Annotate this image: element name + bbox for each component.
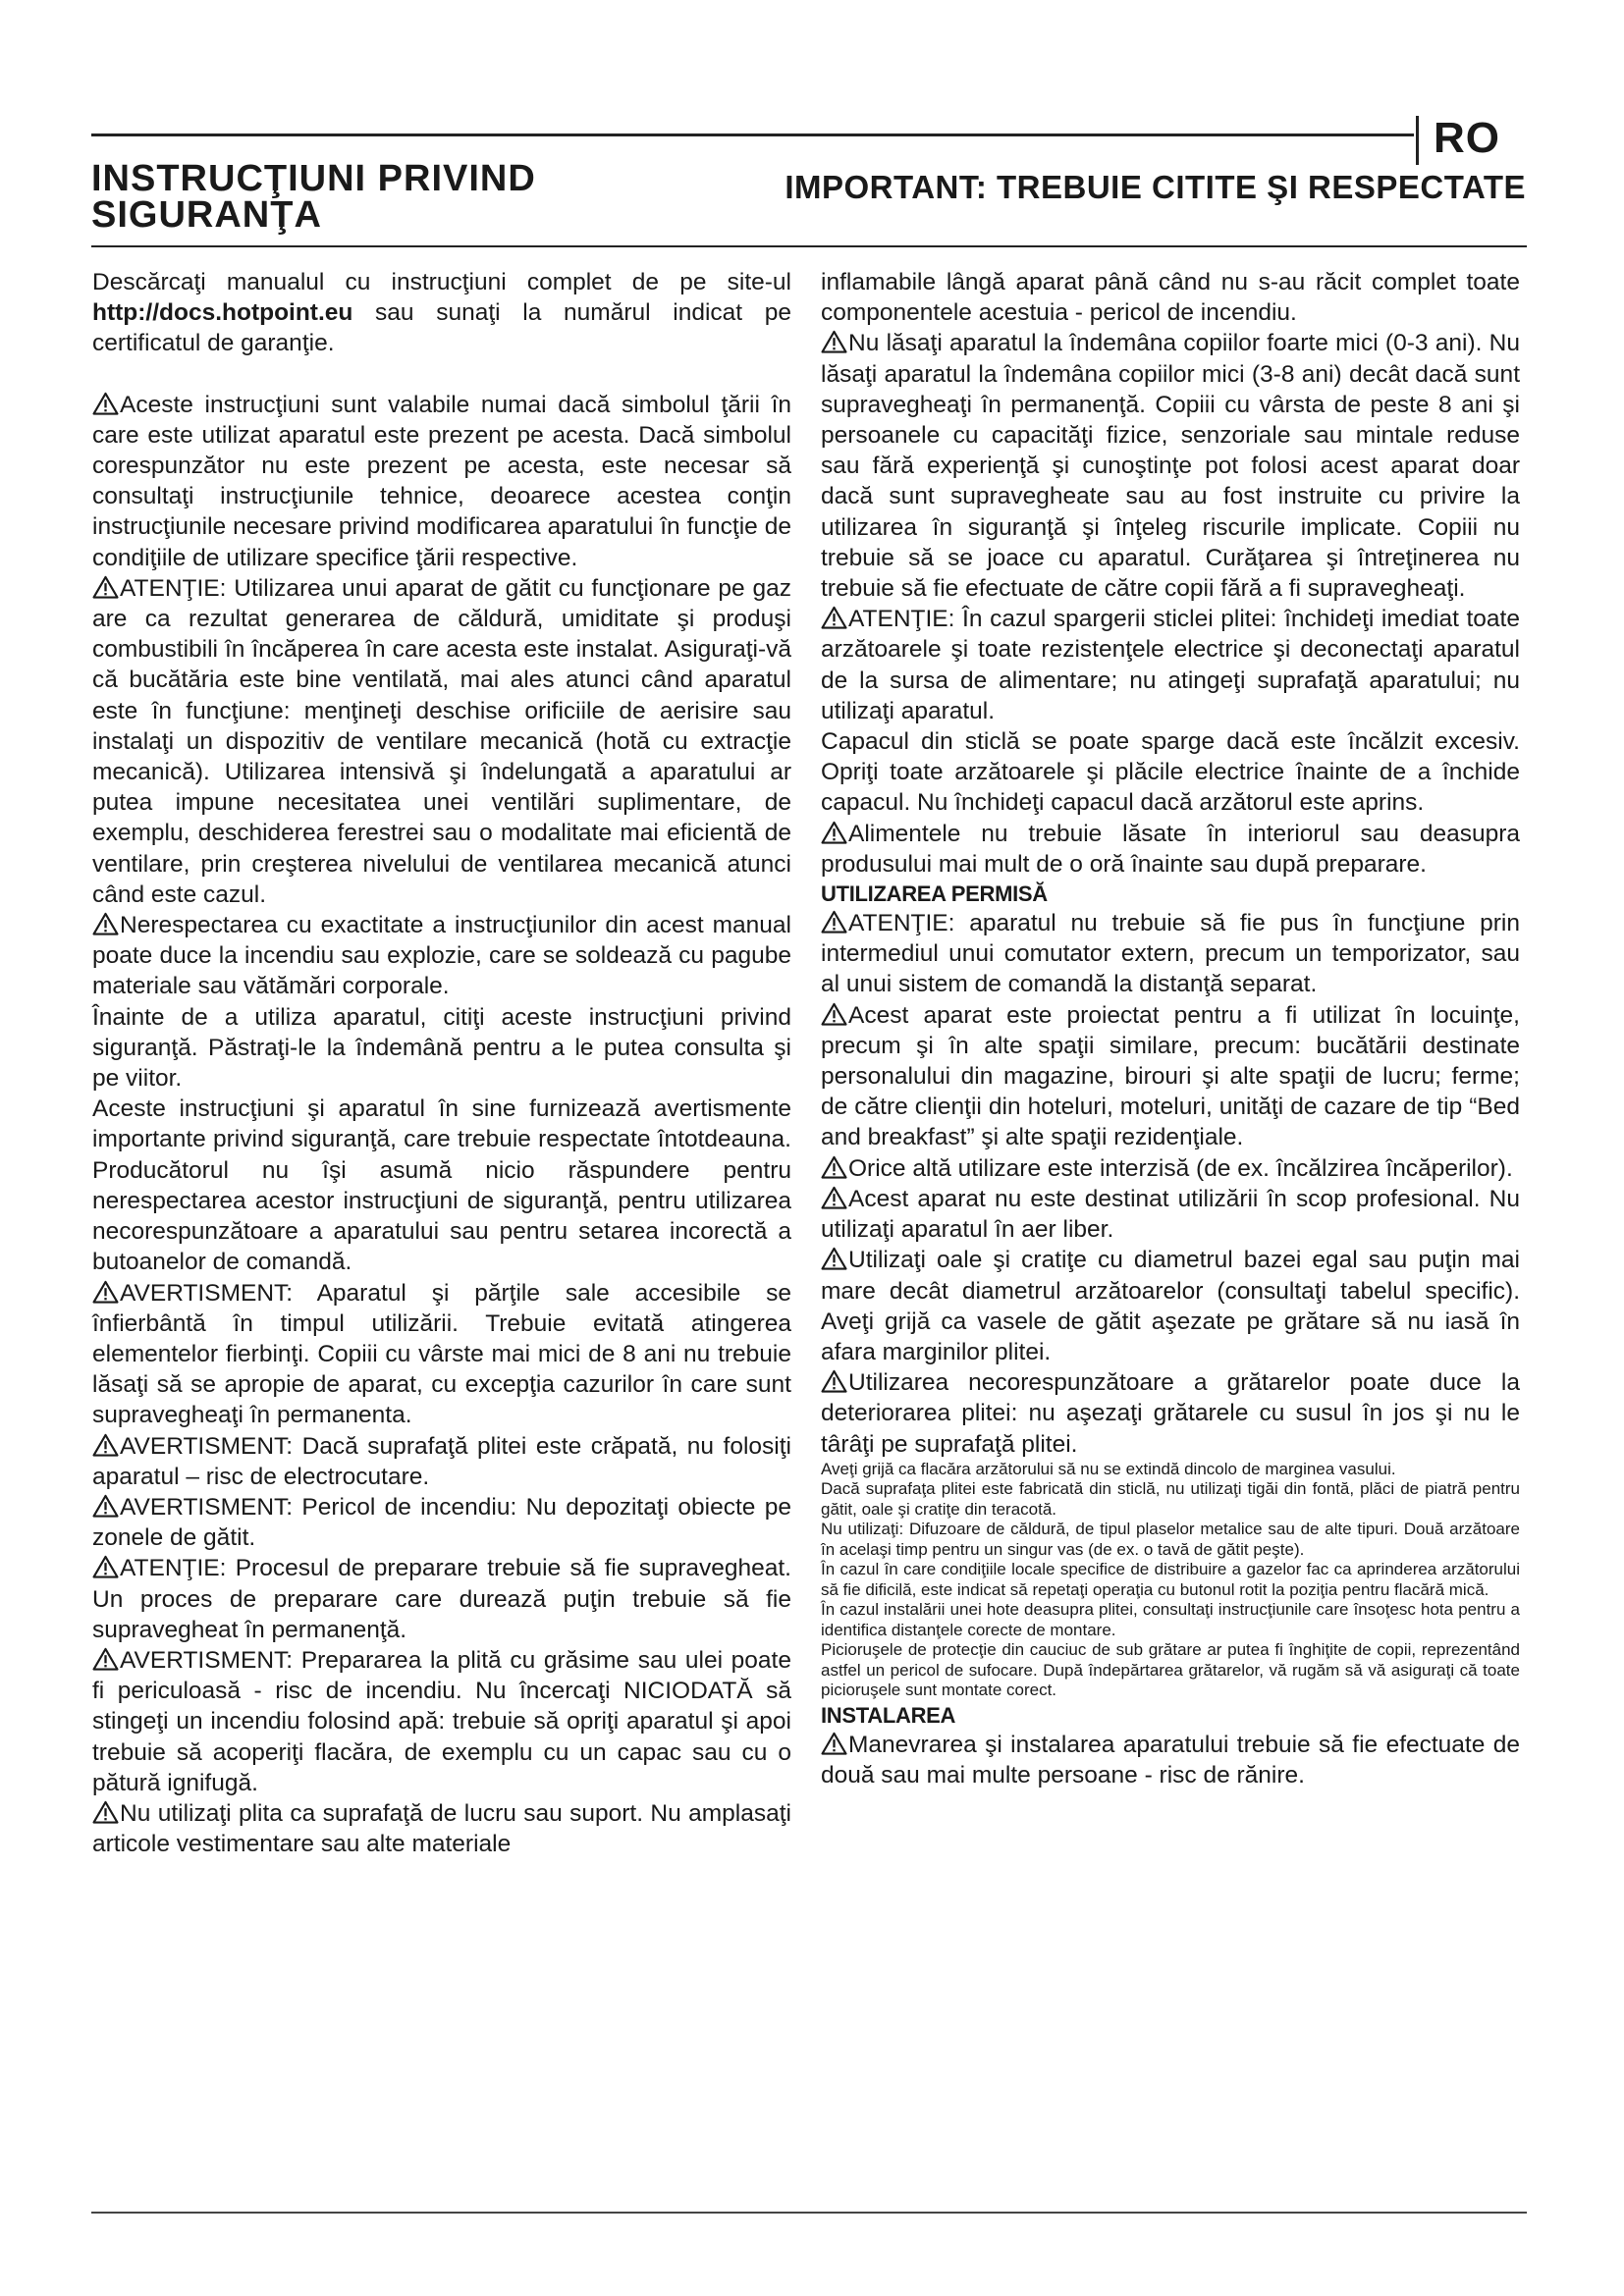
warning-paragraph: Utilizaţi oale şi cratiţe cu diametrul bazei egal sau puţin mai mare decât diametrul arzătoarelor (consultaţi tabelul specific). Aveţi grijă ca vasele de gătit aşezate pe grătare să nu iasă în afara marginilor plitei.	[821, 1247, 1520, 1365]
warning-paragraph: ATENŢIE: aparatul nu trebuie să fie pus în funcţiune prin intermediul unui comutator extern, precum un temporizator, sau al unui sistem de comandă la distanţă separat.	[821, 910, 1520, 998]
warning-paragraph: Orice altă utilizare este interzisă (de ex. încălzirea încăperilor).	[821, 1153, 1520, 1184]
warning-paragraph: AVERTISMENT: Aparatul şi părţile sale accesibile se înfierbântă în timpul utilizării. Trebuie evitată atingerea elementelor fierbinţi. Copiii cu vârste mai mici de 8 ani nu trebuie lăsaţi să se apropie de aparat, cu excepţia cazurilor în care sunt supravegheaţi în permanenta.	[92, 1279, 791, 1429]
section-heading-installation: INSTALAREA	[821, 1702, 956, 1728]
warning-icon	[92, 1494, 119, 1518]
warning-paragraph: ATENŢIE: În cazul spargerii sticlei plitei: închideţi imediat toate arzătoarele şi toate rezistenţele electrice şi deconectaţi aparatul de la sursa de alimentare; nu atingeţi suprafaţă aparatului; nu utilizaţi aparatul.	[821, 606, 1520, 724]
intro-paragraph: Descărcaţi manualul cu instrucţiuni complet de pe site-ul http://docs.hotpoint.eu sau sunaţi la numărul indicat pe certificatul de garanţie.	[92, 269, 791, 357]
warning-paragraph: ATENŢIE: Utilizarea unui aparat de gătit cu funcţionare pe gaz are ca rezultat generarea de căldură, umiditate şi produşi combustibili în încăperea în care acesta este instalat. Asiguraţi-vă că bucătăria este bine ventilată, mai ales atunci când aparatul este în funcţiune: menţineţi deschise orificiile de aerisire sau instalaţi un dispozitiv de ventilare mecanică (hotă cu extracţie mecanică). Utilizarea intensivă şi îndelungată a aparatului ar putea impune necesitatea unei ventilări suplimentare, de exemplu, deschiderea ferestrei sau o modalitate mai eficientă de ventilare, prin creşterea nivelului de ventilarea mecanică atunci când este cazul.	[92, 574, 791, 908]
page-title	[91, 158, 779, 236]
warning-paragraph: Acest aparat este proiectat pentru a fi utilizat în locuinţe, precum şi în alte spaţii similare, precum: bucătării destinate personalului din magazine, birouri şi alte spaţii de lucru; ferme; de către clienţii din hoteluri, moteluri, unităţi de cazare de tip “Bed and breakfast” şi alte spaţii rezidenţiale.	[821, 1001, 1520, 1151]
warning-icon	[821, 1002, 847, 1026]
page-subtitle: IMPORTANT: TREBUIE CITITE ŞI RESPECTATE	[785, 169, 1526, 205]
left-column	[92, 267, 791, 1859]
warning-icon	[821, 1732, 847, 1755]
body-paragraph: inflamabile lângă aparat până când nu s-au răcit complet toate componentele acestuia - pericol de incendiu.	[821, 269, 1520, 327]
warning-icon	[92, 912, 119, 935]
body-paragraph: Capacul din sticlă se poate sparge dacă este încălzit excesiv. Opriţi toate arzătoarele şi plăcile electrice înainte de a închide capacul. Nu închideţi capacul dacă arzătorul este aprins.	[821, 728, 1520, 817]
warning-paragraph: Nerespectarea cu exactitate a instrucţiunilor din acest manual poate duce la incendiu sau explozie, care se soldează cu pagube materiale sau vătămări corporale.	[92, 912, 791, 1000]
warning-icon	[92, 1280, 119, 1304]
warning-icon	[821, 1247, 847, 1270]
right-column	[821, 267, 1520, 1790]
warning-icon	[92, 392, 119, 415]
warning-icon	[92, 1555, 119, 1578]
warning-paragraph: Aceste instrucţiuni sunt valabile numai dacă simbolul ţării în care este utilizat aparatul este prezent pe acesta. Dacă simbolul corespunzător nu este prezent pe acesta, este necesar să consultaţi instrucţiunile tehnice, deoarece acestea conţin instrucţiunile necesare privind modificarea aparatului în funcţie de condiţiile de utilizare specifice ţării respective.	[92, 391, 791, 571]
warning-icon	[821, 910, 847, 934]
warning-paragraph: Alimentele nu trebuie lăsate în interiorul sau deasupra produsului mai mult de o oră înainte sau după preparare.	[821, 820, 1520, 878]
small-note: Nu utilizaţi: Difuzoare de căldură, de tipul plaselor metalice sau de alte tipuri. Două arzătoare în acelaşi timp pentru un singur vas (de ex. o tavă de gătit peşte).	[821, 1520, 1520, 1559]
small-note: În cazul instalării unei hote deasupra plitei, consultaţi instrucţiunile care însoţesc hota pentru a identifica distanţele corecte de montare.	[821, 1600, 1520, 1639]
small-note: Aveţi grijă ca flacăra arzătorului să nu se extindă dincolo de marginea vasului.	[821, 1459, 1396, 1478]
warning-icon	[821, 1155, 847, 1179]
language-divider	[1416, 116, 1419, 165]
warning-icon	[821, 330, 847, 353]
warning-paragraph: Nu utilizaţi plita ca suprafaţă de lucru sau suport. Nu amplasaţi articole vestimentare sau alte materiale	[92, 1799, 791, 1858]
header-rule	[91, 245, 1527, 247]
warning-paragraph: Acest aparat nu este destinat utilizării în scop profesional. Nu utilizaţi aparatul în aer liber.	[821, 1185, 1520, 1244]
warning-paragraph: ATENŢIE: Procesul de preparare trebuie să fie supravegheat. Un proces de preparare care durează puţin trebuie să fie supravegheat în permanenţă.	[92, 1555, 791, 1643]
warning-icon	[821, 821, 847, 844]
small-print-notes	[821, 1460, 1520, 1701]
body-paragraph: Aceste instrucţiuni şi aparatul în sine furnizează avertismente importante privind siguranţă, care trebuie respectate întotdeauna. Producătorul nu îşi asumă nicio răspundere pentru nerespectarea acestor instrucţiuni de siguranţă, pentru utilizarea necorespunzătoare a aparatului sau pentru setarea incorectă a butoanelor de comandă.	[92, 1095, 791, 1276]
warning-paragraph: Nu lăsaţi aparatul la îndemâna copiilor foarte mici (0-3 ani). Nu lăsaţi aparatul la îndemâna copiilor mici (3-8 ani) decât dacă sunt supravegheaţi în permanenţă. Copiii cu vârsta de peste 8 ani şi persoanele cu capacităţi fizice, senzoriale sau mintale reduse sau fără experienţă şi cunoştinţe pot folosi acest aparat doar dacă sunt supravegheate sau au fost instruite cu privire la utilizarea în siguranţă şi înţeleg riscurile implicate. Copiii nu trebuie să se joace cu aparatul. Curăţarea şi întreţinerea nu trebuie să fie efectuate de către copii fără a fi supravegheaţi.	[821, 330, 1520, 603]
top-rule	[91, 133, 1414, 136]
small-note: Dacă suprafaţa plitei este fabricată din sticlă, nu utilizaţi tigăi din fontă, plăci de piatră pentru gătit, oale şi cratiţe din teracotă.	[821, 1479, 1520, 1519]
warning-icon	[92, 1433, 119, 1457]
footer-rule	[91, 2212, 1527, 2214]
warning-icon	[821, 1186, 847, 1209]
warning-paragraph: AVERTISMENT: Dacă suprafaţă plitei este crăpată, nu folosiţi aparatul – risc de electrocutare.	[92, 1432, 791, 1490]
warning-paragraph: AVERTISMENT: Pericol de incendiu: Nu depozitaţi obiecte pe zonele de gătit.	[92, 1493, 791, 1552]
warning-paragraph: AVERTISMENT: Prepararea la plită cu grăsime sau ulei poate fi periculoasă - risc de incendiu. Nu încercaţi NICIODATĂ să stingeţi un incendiu folosind apă: trebuie să opriţi aparatul şi apoi trebuie să acoperiţi flacăra, de exemplu cu un capac sau cu o pătură ignifugă.	[92, 1646, 791, 1796]
language-code: RO	[1434, 114, 1500, 162]
warning-icon	[92, 1647, 119, 1671]
small-note: Picioruşele de protecţie din cauciuc de sub grătare ar putea fi înghiţite de copii, reprezentând astfel un pericol de sufocare. După îndepărtarea grătarelor, vă rugăm să vă asiguraţi că toate picioruşele sunt montate corect.	[821, 1640, 1520, 1700]
warning-icon	[821, 606, 847, 629]
page-title-line1: INSTRUCŢIUNI PRIVIND	[91, 158, 536, 199]
warning-icon	[92, 575, 119, 599]
manual-link[interactable]: http://docs.hotpoint.eu	[92, 299, 353, 327]
warning-icon	[821, 1369, 847, 1393]
section-heading-permitted-use: UTILIZAREA PERMISĂ	[821, 881, 1048, 907]
body-paragraph: Înainte de a utiliza aparatul, citiţi aceste instrucţiuni privind siguranţă. Păstraţi-le la îndemână pentru a le putea consulta şi pe viitor.	[92, 1003, 791, 1093]
warning-icon	[92, 1800, 119, 1824]
small-note: În cazul în care condiţiile locale specifice de distribuire a gazelor fac ca aprinderea arzătorului să fie dificilă, este indicat să repetaţi operaţia cu butonul rotit la poziţia pentru flacără mică.	[821, 1560, 1520, 1599]
warning-paragraph: Manevrarea şi instalarea aparatului trebuie să fie efectuate de două sau mai multe persoane - risc de rănire.	[821, 1731, 1520, 1789]
page-title-line2: SIGURANŢA	[91, 194, 322, 236]
warning-paragraph: Utilizarea necorespunzătoare a grătarelor poate duce la deteriorarea plitei: nu aşezaţi grătarele cu susul în jos şi nu le târâţi pe suprafaţă plitei.	[821, 1369, 1520, 1458]
